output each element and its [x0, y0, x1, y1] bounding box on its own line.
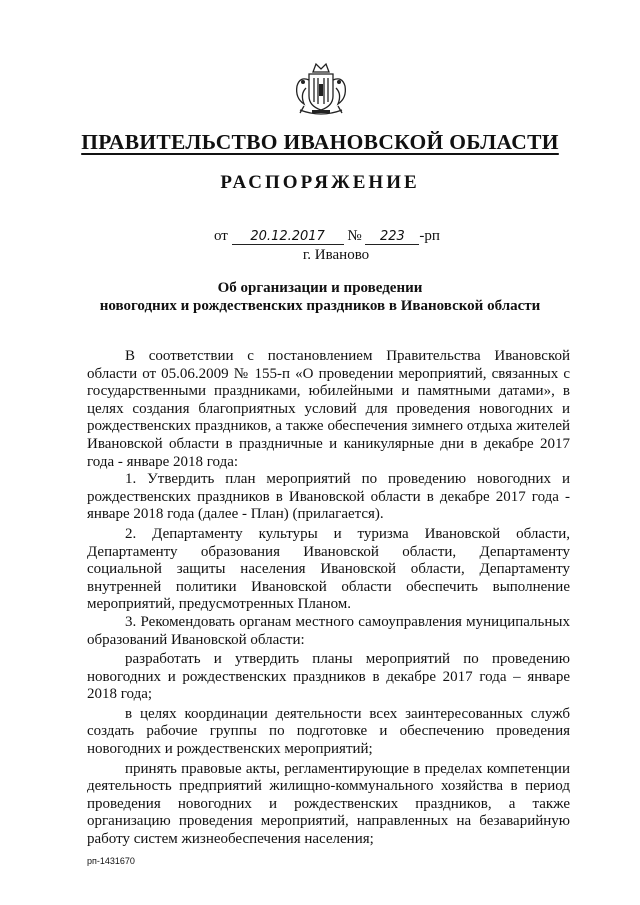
document-type-title: РАСПОРЯЖЕНИЕ: [220, 172, 420, 193]
clause-3-item-plans: разработать и утвердить планы мероприятий по проведению новогодних и рождественских праздников в декабре 2017 года – январе 2018 года;: [87, 651, 570, 703]
coat-of-arms-emblem: [292, 58, 350, 118]
date-value: 20.12.2017: [232, 229, 344, 245]
date-prefix: от: [214, 228, 228, 244]
number-suffix: -рп: [419, 228, 440, 244]
clause-3-item-legal-acts: принять правовые акты, регламентирующие в пределах компетенции деятельность предприятий жилищно-коммунального хозяйства в период проведения новогодних и рождественских праздников, а также организацию проведения мероприятий, направленных на безаварийную работу систем жизнеобеспечения населения;: [87, 760, 570, 848]
document-code: рп-1431670: [87, 856, 135, 866]
number-prefix: №: [347, 228, 362, 244]
city-line: г. Иваново: [302, 247, 370, 263]
number-value: 223: [365, 229, 419, 245]
date-number-line: [214, 228, 440, 245]
preamble-paragraph: В соответствии с постановлением Правительства Ивановской области от 05.06.2009 № 155-п «О проведении мероприятий, связанных с государственными праздниками, юбилейными и памятными датами», в целях создания благоприятных условий для проведения новогодних и рождественских праздников, а также обеспечения зимнего отдыха жителей Ивановской области в праздничные и каникулярные дни в декабре 2017 года - январе 2018 года:: [87, 348, 570, 470]
document-body: [87, 348, 570, 851]
clause-1-paragraph: 1. Утвердить план мероприятий по проведению новогодних и рождественских праздников в Ивановской области в декабре 2017 года - январе 2018 года (далее - План) (прилагается).: [87, 471, 570, 523]
clause-3-paragraph: 3. Рекомендовать органам местного самоуправления муниципальных образований Ивановской области:: [87, 613, 570, 648]
subject-line-1: Об организации и проведении: [217, 280, 423, 296]
document-subject: [90, 279, 550, 315]
organization-title: ПРАВИТЕЛЬСТВО ИВАНОВСКОЙ ОБЛАСТИ: [81, 130, 559, 154]
subject-line-2: новогодних и рождественских праздников в Ивановской области: [99, 298, 541, 314]
clause-3-item-working-groups: в целях координации деятельности всех заинтересованных служб создать рабочие группы по подготовке и обеспечению проведения новогодних и рождественских мероприятий;: [87, 705, 570, 758]
clause-2-paragraph: 2. Департаменту культуры и туризма Ивановской области, Департаменту образования Ивановской области, Департаменту социальной защиты населения Ивановской области, Департаменту внутренней политики Ивановской области обеспечить выполнение мероприятий, предусмотренных Планом.: [87, 525, 570, 613]
